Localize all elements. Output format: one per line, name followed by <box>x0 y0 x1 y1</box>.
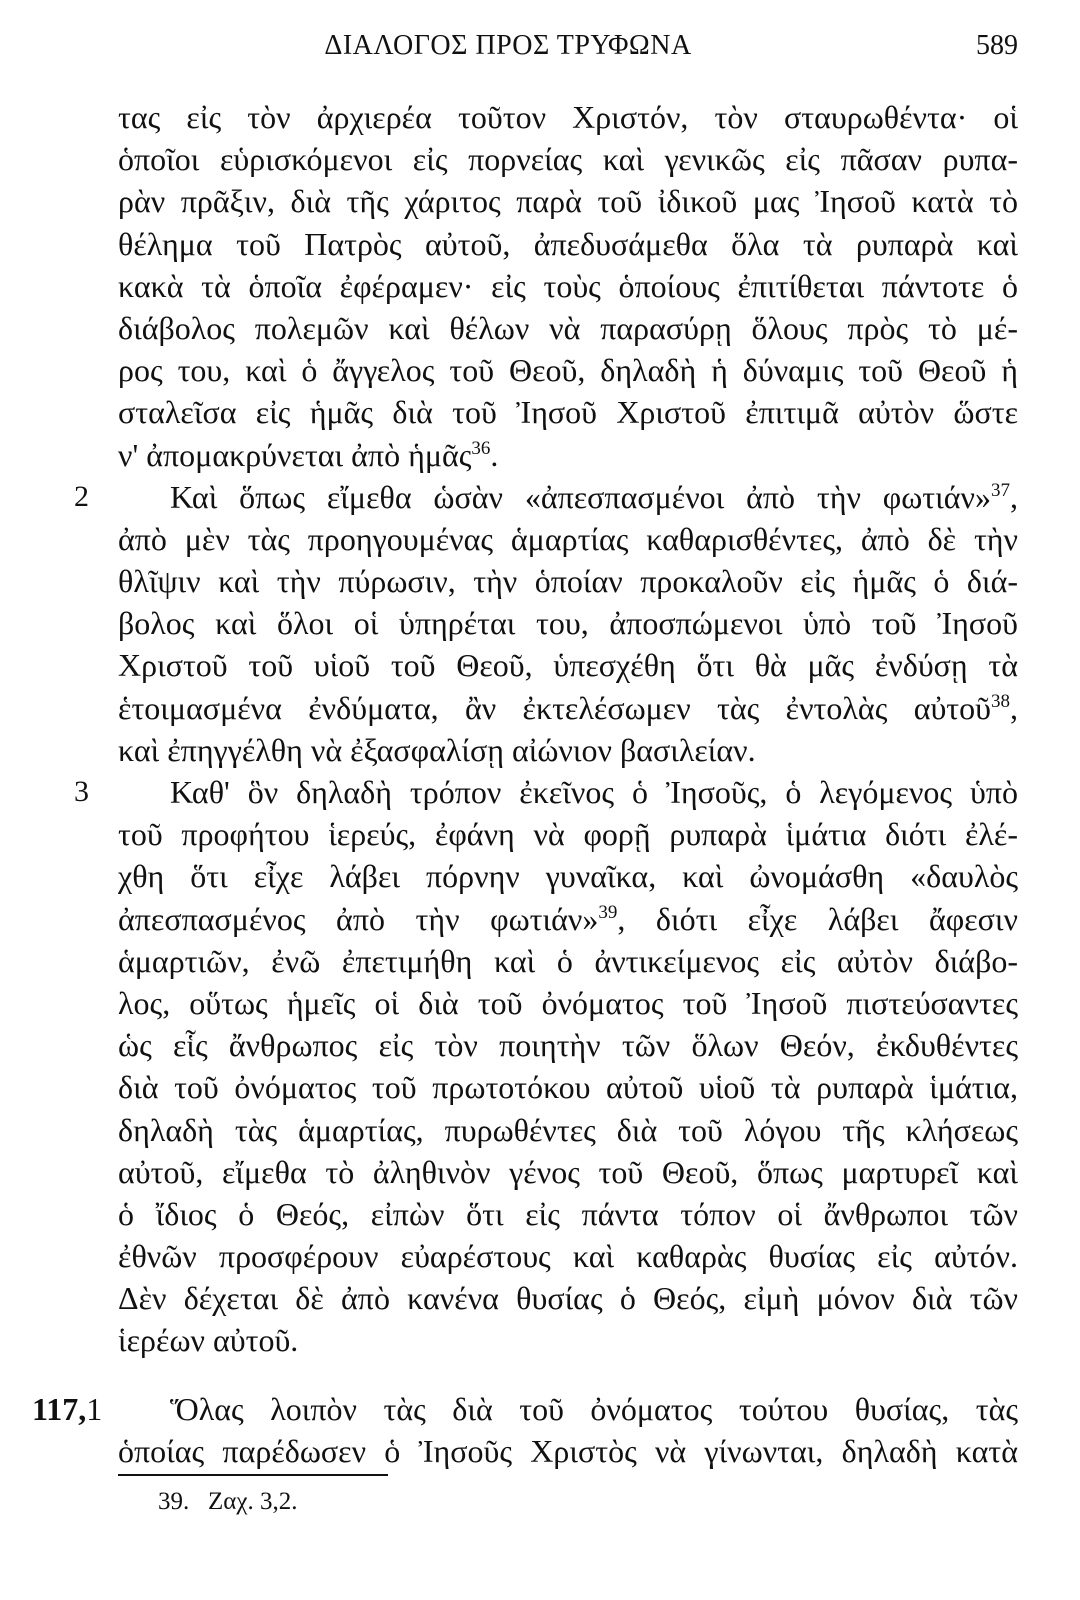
footnote-ref: 36 <box>471 437 491 459</box>
running-head <box>118 30 1018 70</box>
text-line: ἁμαρτιῶν, ἐνῶ ἐπετιμήθη καὶ ὁ ἀντικείμενος εἰς αὐτὸν διάβο- <box>118 942 1018 979</box>
text-line: δηλαδὴ τὰς ἁμαρτίας, πυρωθέντες διὰ τοῦ λόγου τῆς κλήσεως <box>118 1111 1018 1148</box>
text-line: Χριστοῦ τοῦ υἱοῦ τοῦ Θεοῦ, ὑπεσχέθη ὅτι θὰ μᾶς ἐνδύσῃ τὰ <box>118 647 1018 684</box>
text-line: Δὲν δέχεται δὲ ἀπὸ κανένα θυσίας ὁ Θεός, εἰμὴ μόνον διὰ τῶν <box>118 1280 1018 1317</box>
section-number: 3 <box>74 775 89 808</box>
text-line <box>74 476 1018 518</box>
line-text: , διότι εἶχε λάβει ἄφεσιν <box>617 900 1019 937</box>
text-line: διὰ τοῦ ὀνόματος τοῦ πρωτοτόκου αὐτοῦ υἱοῦ τὰ ρυπαρὰ ἱμάτια, <box>118 1069 1018 1106</box>
chapter-number <box>32 1388 102 1430</box>
text-line: τοῦ προφήτου ἱερεύς, ἐφάνη νὰ φορῇ ρυπαρὰ ἱμάτια διότι ἐλέ- <box>118 816 1018 853</box>
text-line: αὐτοῦ, εἴμεθα τὸ ἀληθινὸν γένος τοῦ Θεοῦ, ὅπως μαρτυρεῖ καὶ <box>118 1153 1018 1190</box>
body-text <box>32 96 1019 1472</box>
text-line: ἀπὸ μὲν τὰς προηγουμένας ἁμαρτίας καθαρισθέντες, ἀπὸ δὲ τὴν <box>118 520 1018 557</box>
line-text: , <box>1010 689 1018 726</box>
text-line: ὁποίας παρέδωσεν ὁ Ἰησοῦς Χριστὸς νὰ γίνωνται, δηλαδὴ κατὰ <box>118 1432 1018 1469</box>
text-line <box>118 687 1018 729</box>
line-text: ν' ἀπομακρύνεται ἀπὸ ἡμᾶς <box>118 436 472 473</box>
text-line: τας εἰς τὸν ἀρχιερέα τοῦτον Χριστόν, τὸν σταυρωθέντα· οἱ <box>118 99 1018 135</box>
text-line: θλῖψιν καὶ τὴν πύρωσιν, τὴν ὁποίαν προκαλοῦν εἰς ἡμᾶς ὁ διά- <box>118 563 1018 600</box>
text-line: ἐθνῶν προσφέρουν εὐαρέστους καὶ καθαρὰς θυσίας εἰς αὐτόν. <box>118 1238 1018 1275</box>
line-text: . <box>490 436 499 473</box>
chapter-number-main: 117, <box>32 1390 87 1427</box>
text-line: χθη ὅτι εἶχε λάβει πόρνην γυναῖκα, καὶ ὠνομάσθη «δαυλὸς <box>118 858 1018 895</box>
footnote-ref: 37 <box>991 479 1010 501</box>
text-line <box>32 1388 1018 1430</box>
text-line: λος, οὕτως ἡμεῖς οἱ διὰ τοῦ ὀνόματος τοῦ Ἰησοῦ πιστεύσαντες <box>118 984 1018 1021</box>
text-line: διάβολος πολεμῶν καὶ θέλων νὰ παρασύρῃ ὅλους πρὸς τὸ μέ- <box>118 309 1018 346</box>
text-line: καὶ ἐπηγγέλθη νὰ ἐξασφαλίσῃ αἰώνιον βασιλείαν. <box>118 731 756 768</box>
text-line: ρος του, καὶ ὁ ἄγγελος τοῦ Θεοῦ, δηλαδὴ ἡ δύναμις τοῦ Θεοῦ ἡ <box>118 352 1018 389</box>
text-line: ὡς εἷς ἄνθρωπος εἰς τὸν ποιητὴν τῶν ὅλων Θεόν, ἐκδυθέντες <box>118 1027 1018 1064</box>
page-number: 589 <box>976 30 1018 61</box>
footnote-rule <box>118 1474 388 1476</box>
line-text: ἀπεσπασμένος ἀπὸ τὴν φωτιάν» <box>118 900 599 937</box>
footnote <box>158 1488 297 1516</box>
line-text: Καὶ ὅπως εἴμεθα ὡσὰν «ἀπεσπασμένοι ἀπὸ τὴν φωτιάν» <box>170 478 991 515</box>
footnote-text: Ζαχ. 3,2. <box>208 1488 298 1515</box>
text-line <box>118 898 1018 940</box>
line-text: , <box>1010 478 1018 515</box>
text-line: ρὰν πρᾶξιν, διὰ τῆς χάριτος παρὰ τοῦ ἰδικοῦ μας Ἰησοῦ κατὰ τὸ <box>118 183 1018 220</box>
line-text: ἑτοιμασμένα ἐνδύματα, ἂν ἐκτελέσωμεν τὰς ἐντολὰς αὐτοῦ <box>118 689 991 726</box>
line-text: Καθ' ὃν δηλαδὴ τρόπον ἐκεῖνος ὁ Ἰησοῦς, ὁ λεγόμενος ὑπὸ <box>170 774 1018 810</box>
text-line <box>118 434 1018 476</box>
text-line: ὁποῖοι εὑρισκόμενοι εἰς πορνείας καὶ γενικῶς εἰς πᾶσαν ρυπα- <box>118 141 1018 178</box>
footnote-number: 39. <box>158 1488 190 1515</box>
running-title: ΔΙΑΛΟΓΟΣ ΠΡΟΣ ΤΡΥΦΩΝΑ <box>324 30 692 61</box>
text-line: κακὰ τὰ ὁποῖα ἐφέραμεν· εἰς τοὺς ὁποίους ἐπιτίθεται πάντοτε ὁ <box>118 267 1018 304</box>
chapter-number-sub: 1 <box>86 1390 103 1427</box>
text-line <box>74 771 1018 813</box>
text-line: σταλεῖσα εἰς ἡμᾶς διὰ τοῦ Ἰησοῦ Χριστοῦ ἐπιτιμᾶ αὐτὸν ὥστε <box>118 394 1018 431</box>
footnote-ref: 38 <box>991 690 1010 712</box>
text-line: ἱερέων αὐτοῦ. <box>118 1322 299 1359</box>
text-line: θέλημα τοῦ Πατρὸς αὐτοῦ, ἀπεδυσάμεθα ὅλα τὰ ρυπαρὰ καὶ <box>118 225 1018 262</box>
footnote-ref: 39 <box>598 901 618 923</box>
section-number: 2 <box>74 479 89 513</box>
text-line: βολος καὶ ὅλοι οἱ ὑπηρέται του, ἀποσπώμενοι ὑπὸ τοῦ Ἰησοῦ <box>118 605 1018 642</box>
chapter-gap <box>118 1362 1018 1388</box>
line-text: Ὅλας λοιπὸν τὰς διὰ τοῦ ὀνόματος τούτου θυσίας, τὰς <box>170 1390 1018 1427</box>
text-line: ὁ ἴδιος ὁ Θεός, εἰπὼν ὅτι εἰς πάντα τόπον οἱ ἄνθρωποι τῶν <box>118 1195 1018 1232</box>
